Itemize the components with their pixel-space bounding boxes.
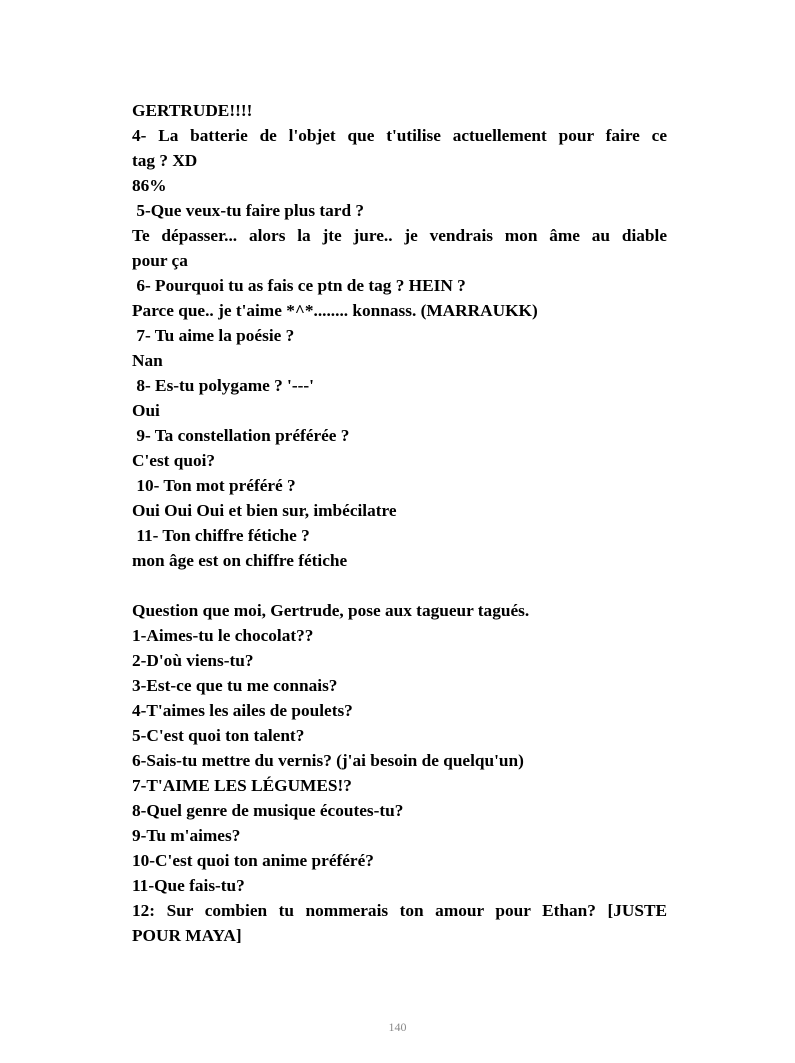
question-item: 1-Aimes-tu le chocolat?? [132,626,314,645]
text-line-heading: GERTRUDE!!!! [132,101,253,120]
question-item: 6-Sais-tu mettre du vernis? (j'ai besoin de quelqu'un) [132,751,524,770]
text-line-section-heading: Question que moi, Gertrude, pose aux tagueur tagués. [132,601,530,620]
text-line: Te dépasser... alors la jte jure.. je vendrais mon âme au diable [132,226,667,245]
text-line: 6- Pourquoi tu as fais ce ptn de tag ? HEIN ? [132,276,466,295]
question-item: 3-Est-ce que tu me connais? [132,676,338,695]
text-line: pour ça [132,251,188,270]
text-line: 4- La batterie de l'objet que t'utilise actuellement pour faire ce [132,126,667,145]
text-line: 5-Que veux-tu faire plus tard ? [132,201,365,220]
text-line: tag ? XD [132,151,198,170]
question-item: 4-T'aimes les ailes de poulets? [132,701,353,720]
text-line: 10- Ton mot préféré ? [132,476,296,495]
question-item: 11-Que fais-tu? [132,876,245,895]
text-line: Nan [132,351,163,370]
question-item: 12: Sur combien tu nommerais ton amour pour Ethan? [JUSTE [132,901,667,920]
blank-line [132,573,667,598]
text-line: Parce que.. je t'aime *^*........ konnass. (MARRAUKK) [132,301,538,320]
question-item: 7-T'AIME LES LÉGUMES!? [132,776,352,795]
text-line: C'est quoi? [132,451,216,470]
text-line: mon âge est on chiffre fétiche [132,551,348,570]
page-number: 140 [388,1020,407,1034]
question-item: 2-D'où viens-tu? [132,651,254,670]
question-item: 5-C'est quoi ton talent? [132,726,305,745]
text-line: 7- Tu aime la poésie ? [132,326,295,345]
text-line: 9- Ta constellation préférée ? [132,426,350,445]
text-line: 11- Ton chiffre fétiche ? [132,526,310,545]
question-item: 8-Quel genre de musique écoutes-tu? [132,801,404,820]
body-text [132,98,667,948]
text-line: 86% [132,176,167,195]
text-line: 8- Es-tu polygame ? '---' [132,376,314,395]
text-line: Oui [132,401,160,420]
question-item: POUR MAYA] [132,926,242,945]
question-item: 9-Tu m'aimes? [132,826,241,845]
text-line: Oui Oui Oui et bien sur, imbécilatre [132,501,397,520]
question-item: 10-C'est quoi ton anime préféré? [132,851,374,870]
